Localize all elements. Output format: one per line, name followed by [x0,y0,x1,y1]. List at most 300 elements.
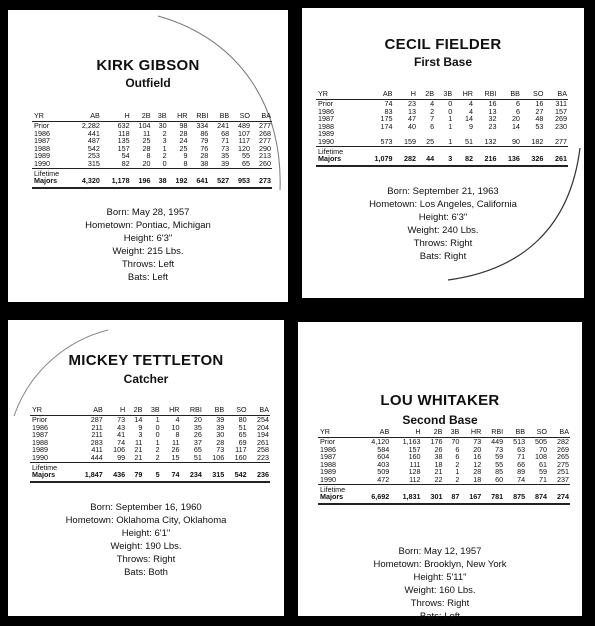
stat-cell: 632 [117,121,130,130]
stat-cell: 106 [212,452,225,462]
majors-totals-row [32,177,272,188]
stat-cell: 315 [87,158,100,168]
stat-cell: 22 [434,474,443,484]
stat-cell: 260 [259,158,271,168]
stats-row [318,476,570,484]
stat-cell: 66 [517,459,526,469]
stats-row [30,439,270,447]
stat-cell: 8 [146,151,151,161]
stat-cell: 542 [87,143,100,153]
majors-cell: Majors [318,493,359,504]
column-header: H [390,426,421,438]
stat-cell: 4,120 [371,437,390,446]
stat-cell: 12 [473,459,482,469]
stat-cell: 135 [117,136,130,146]
bio-throws: Throws: Right [116,554,176,565]
stat-cell: 287 [90,415,103,424]
stat-cell: 39 [216,422,225,432]
stat-cell: 159 [403,136,416,146]
player-card-kirk-gibson [8,10,288,302]
stat-cell: 282 [557,437,569,446]
stats-table [316,88,568,167]
majors-cell: 234 [180,471,202,482]
stat-cell: 61 [538,459,547,469]
stat-cell: 30 [216,430,225,440]
stat-cell: 21 [134,445,143,455]
bio-throws: Throws: Right [410,598,470,609]
stats-table [30,404,270,483]
stat-cell: 268 [259,128,271,138]
column-header: YR [316,88,360,100]
stat-cell: 254 [257,415,269,424]
stats-row [30,431,270,439]
majors-cell: 6,692 [359,493,390,504]
stat-cell: 23 [488,121,497,131]
stat-cell: 1988 [320,459,336,469]
column-header: BB [209,110,230,122]
column-header: RBI [482,426,504,438]
majors-cell: 1,079 [360,155,394,166]
stat-cell: 174 [380,121,393,131]
majors-cell: 38 [152,177,168,188]
stat-cell: 48 [535,114,544,124]
stat-cell: 160 [234,452,247,462]
lifetime-label: Lifetime [318,484,570,493]
stat-cell: 3 [162,136,167,146]
stat-cell: 63 [517,444,526,454]
stat-cell: 71 [221,136,230,146]
stat-cell: 1990 [318,136,334,146]
player-card-cecil-fielder [302,8,584,298]
lifetime-label: Lifetime [32,168,272,177]
stat-cell: 241 [217,121,230,130]
stat-cell: 59 [495,452,504,462]
lifetime-label: Lifetime [30,462,270,471]
stat-cell: 73 [117,415,126,424]
column-header: H [104,404,126,416]
stats-table [318,426,570,505]
stats-row [32,160,272,168]
stat-cell: 505 [534,437,547,446]
bio-birth-date: Born: May 28, 1957 [106,207,190,218]
column-header: BB [504,426,526,438]
stat-cell: 104 [138,121,151,130]
stat-cell: 65 [238,430,247,440]
stat-cell: 6 [455,444,460,454]
stat-cell: 54 [121,151,130,161]
stat-cell: 26 [171,445,180,455]
column-header: H [101,110,131,122]
stat-cell: 107 [238,128,251,138]
column-header: RBI [180,404,202,416]
stat-cell: 25 [426,136,435,146]
stat-cell: 211 [91,422,103,432]
stat-cell: 35 [221,151,230,161]
stat-cell: 1986 [320,444,336,454]
column-header: BB [203,404,225,416]
column-header: 3B [435,88,453,100]
column-header: SO [225,404,247,416]
column-header: 2B [126,404,143,416]
bio-height: Height: 5'11" [413,572,467,583]
stats-row [32,137,272,145]
majors-totals-row [316,155,568,166]
bio-bats: Bats: Left [419,611,461,622]
majors-cell: 527 [209,177,230,188]
bio-birth-date: Born: September 21, 1963 [387,186,499,197]
stats-row [318,438,570,446]
player-position: First Base [413,55,473,69]
bio-weight: Weight: 215 Lbs. [112,246,184,257]
stat-cell: 449 [491,437,504,446]
stat-cell: 223 [257,452,269,462]
stat-cell: 160 [408,452,421,462]
bio-hometown: Hometown: Oklahoma City, Oklahoma [65,515,227,526]
stat-cell: 275 [557,459,569,469]
player-name: LOU WHITAKER [380,392,500,409]
stat-cell: 14 [511,121,520,131]
stat-cell: 16 [473,452,482,462]
stat-cell: 277 [259,136,271,146]
stat-cell: 283 [90,437,103,447]
majors-cell: 3 [435,155,453,166]
stat-cell: 51 [464,136,473,146]
stats-row [32,145,272,153]
bio-height: Height: 6'1" [121,528,171,539]
stat-cell: 73 [473,437,482,446]
stat-cell: 176 [430,437,443,446]
majors-cell: 315 [203,471,225,482]
stat-cell: 411 [91,445,103,455]
stat-cell: 47 [407,114,416,124]
stat-cell: 120 [238,143,251,153]
player-card-mickey-tettleton [8,320,284,616]
player-name: KIRK GIBSON [96,57,200,74]
column-header: YR [30,404,72,416]
stat-cell: 213 [259,151,271,161]
majors-cell: 261 [544,155,568,166]
stat-cell: 74 [517,474,526,484]
stat-cell: 14 [464,114,473,124]
stat-cell: 265 [557,452,569,462]
bio-throws: Throws: Left [121,259,175,270]
bio-birth-date: Born: May 12, 1957 [398,546,482,557]
stat-cell: 23 [407,99,416,108]
stat-cell: 1 [162,143,167,153]
column-header: 3B [152,110,168,122]
column-header: HR [168,110,189,122]
stat-cell: 71 [517,452,526,462]
stat-cell: 132 [484,136,497,146]
stats-table [32,110,272,189]
stat-cell: 82 [121,158,130,168]
bio-weight: Weight: 240 Lbs. [407,225,479,236]
majors-totals-row [30,471,270,482]
majors-cell: 301 [422,493,444,504]
stat-cell: 38 [434,452,443,462]
majors-cell: 1,831 [390,493,421,504]
stats-header-row [32,110,272,122]
stat-cell: 8 [175,430,180,440]
stat-cell: Prior [318,99,334,108]
stat-cell: 1989 [320,467,336,477]
stats-row [30,416,270,424]
stat-cell: 20 [511,114,520,124]
majors-cell: 74 [161,471,181,482]
majors-cell: 4,320 [71,177,101,188]
stat-cell: 65 [242,158,251,168]
stat-cell: 0 [162,158,167,168]
stat-cell: 1989 [318,129,334,139]
stat-cell: 211 [91,430,103,440]
column-header: SO [230,110,251,122]
bio-throws: Throws: Right [413,238,473,249]
stat-cell: 1987 [32,430,48,440]
stat-cell: 251 [557,467,569,477]
player-position: Second Base [402,413,478,427]
player-name: CECIL FIELDER [384,36,502,53]
stat-cell: 0 [155,430,160,440]
stat-cell: 1 [448,114,453,124]
column-header: BA [248,404,270,416]
lifetime-label-row [30,462,270,471]
majors-cell: 192 [168,177,189,188]
column-header: 3B [143,404,160,416]
stat-cell: 37 [193,437,202,447]
column-header: H [393,88,416,100]
stat-cell: 157 [555,106,567,116]
stat-cell: 261 [257,437,269,447]
majors-cell: 274 [548,493,570,504]
majors-cell: 5 [143,471,160,482]
stat-cell: 112 [409,474,421,484]
stat-cell: 111 [409,459,421,469]
stat-cell: 25 [142,136,151,146]
majors-cell: 196 [131,177,152,188]
column-header: HR [161,404,181,416]
majors-cell: 953 [230,177,251,188]
stat-cell: 4 [468,99,473,108]
stats-header-row [316,88,568,100]
stat-cell: 6 [430,121,435,131]
column-header: SO [521,88,544,100]
stat-cell: 40 [407,121,416,131]
stats-row [318,453,570,461]
majors-cell: 436 [104,471,126,482]
stat-cell: 472 [377,474,390,484]
stat-cell: 604 [377,452,390,462]
stat-cell: 237 [557,474,569,484]
stat-cell: Prior [32,415,48,424]
stat-cell: 118 [118,128,130,138]
majors-cell: 326 [521,155,544,166]
stat-cell: 24 [179,136,188,146]
stat-cell: 204 [257,422,269,432]
stat-cell: 230 [555,121,567,131]
stats-row [316,123,568,131]
stat-cell: 1986 [32,422,48,432]
stat-cell: 4 [175,415,180,424]
stat-cell: 108 [534,452,547,462]
stat-cell: 55 [495,459,504,469]
stat-cell: 573 [380,136,393,146]
majors-cell: 542 [225,471,247,482]
stat-cell: 27 [535,106,544,116]
stats-row [30,454,270,462]
column-header: BA [544,88,568,100]
stat-cell: 2 [155,445,160,455]
stat-cell: 70 [538,444,547,454]
stats-row [32,130,272,138]
stat-cell: 74 [384,99,393,108]
column-header: YR [32,110,71,122]
stat-cell: 1987 [320,452,336,462]
stat-cell: 6 [515,106,520,116]
column-header: HR [453,88,474,100]
stat-cell: 1986 [34,128,50,138]
stat-cell: 9 [138,422,143,432]
stat-cell: 1988 [34,143,50,153]
stat-cell: 28 [179,128,188,138]
stat-cell: 83 [384,106,393,116]
stats-row [316,108,568,116]
column-header: RBI [188,110,209,122]
stat-cell: 1990 [34,158,50,168]
lifetime-label-row [318,484,570,493]
stat-cell: 28 [142,143,151,153]
stat-cell: 403 [377,459,390,469]
stat-cell: 277 [555,136,567,146]
majors-cell: 641 [188,177,209,188]
stat-cell: 90 [511,136,520,146]
column-header: SO [526,426,548,438]
stat-cell: 1 [155,437,160,447]
stat-cell: 39 [221,158,230,168]
lifetime-label-row [316,146,568,155]
column-header: AB [360,88,394,100]
stat-cell: 20 [193,415,202,424]
column-header: 3B [443,426,460,438]
stat-cell: 28 [200,151,209,161]
stat-cell: 80 [238,415,247,424]
stat-cell: 21 [134,452,143,462]
stat-cell: 59 [538,467,547,477]
stat-cell: 513 [513,437,526,446]
stat-cell: 0 [448,106,453,116]
stat-cell: 117 [235,445,247,455]
bio-birth-date: Born: September 16, 1960 [90,502,202,513]
stat-cell: 0 [155,422,160,432]
stat-cell: 1990 [320,474,336,484]
stat-cell: 8 [183,158,188,168]
stat-cell: 18 [473,474,482,484]
stats-row [32,122,272,130]
majors-cell: 874 [526,493,548,504]
stat-cell: 1987 [318,114,334,124]
majors-cell: 167 [460,493,482,504]
stats-row [30,424,270,432]
stat-cell: 18 [434,459,443,469]
stat-cell: 21 [434,467,443,477]
majors-cell: 136 [497,155,520,166]
stat-cell: 1 [448,121,453,131]
bio-weight: Weight: 190 Lbs. [110,541,182,552]
bio-hometown: Hometown: Los Angeles, California [369,199,517,210]
stat-cell: 32 [488,114,497,124]
stat-cell: 35 [193,422,202,432]
stat-cell: 76 [200,143,209,153]
stat-cell: 41 [117,430,126,440]
stat-cell: Prior [320,437,336,446]
stat-cell: 53 [535,121,544,131]
player-bio [298,545,582,623]
stat-cell: 11 [171,437,180,447]
stat-cell: 71 [538,474,547,484]
column-header: AB [359,426,390,438]
column-header: 2B [417,88,435,100]
stat-cell: 106 [113,445,126,455]
majors-cell: 79 [126,471,143,482]
stat-cell: 1986 [318,106,334,116]
bio-hometown: Hometown: Pontiac, Michigan [85,220,211,231]
stat-cell: 11 [143,128,151,138]
bio-height: Height: 6'3" [123,233,173,244]
stats-row [316,138,568,146]
stat-cell: 1989 [34,151,50,161]
stat-cell: 277 [259,121,271,130]
majors-cell: 216 [474,155,497,166]
stat-cell: 182 [531,136,544,146]
stat-cell: 9 [183,151,188,161]
stat-cell: 73 [216,445,225,455]
stat-cell: 51 [238,422,247,432]
stat-cell: 1989 [32,445,48,455]
player-position: Outfield [125,76,171,90]
majors-cell: Majors [32,177,71,188]
majors-totals-row [318,493,570,504]
majors-cell: 273 [251,177,272,188]
player-bio [8,501,284,579]
stat-cell: 2 [162,128,167,138]
column-header: AB [71,110,101,122]
stat-cell: 2,282 [81,121,100,130]
stat-cell: 73 [495,444,504,454]
stat-cell: 258 [257,445,269,455]
stat-cell: 68 [221,128,230,138]
majors-cell: Majors [316,155,360,166]
stat-cell: 117 [238,136,251,146]
stat-cell: 0 [448,99,453,108]
majors-cell: 87 [443,493,460,504]
stat-cell: 14 [134,415,143,424]
stat-cell: Prior [34,121,50,130]
player-card-lou-whitaker [298,322,582,622]
stats-row [318,446,570,454]
stat-cell: 86 [200,128,209,138]
player-bio [302,185,584,263]
player-name: MICKEY TETTLETON [68,352,224,369]
player-bio [8,206,288,284]
stat-cell: 28 [473,467,482,477]
stat-cell: 25 [179,143,188,153]
bio-height: Height: 6'3" [418,212,468,223]
majors-cell: 82 [453,155,474,166]
bio-bats: Bats: Left [127,272,169,283]
stat-cell: 487 [87,136,100,146]
majors-cell: Majors [30,471,72,482]
stat-cell: 55 [242,151,251,161]
stat-cell: 39 [216,415,225,424]
